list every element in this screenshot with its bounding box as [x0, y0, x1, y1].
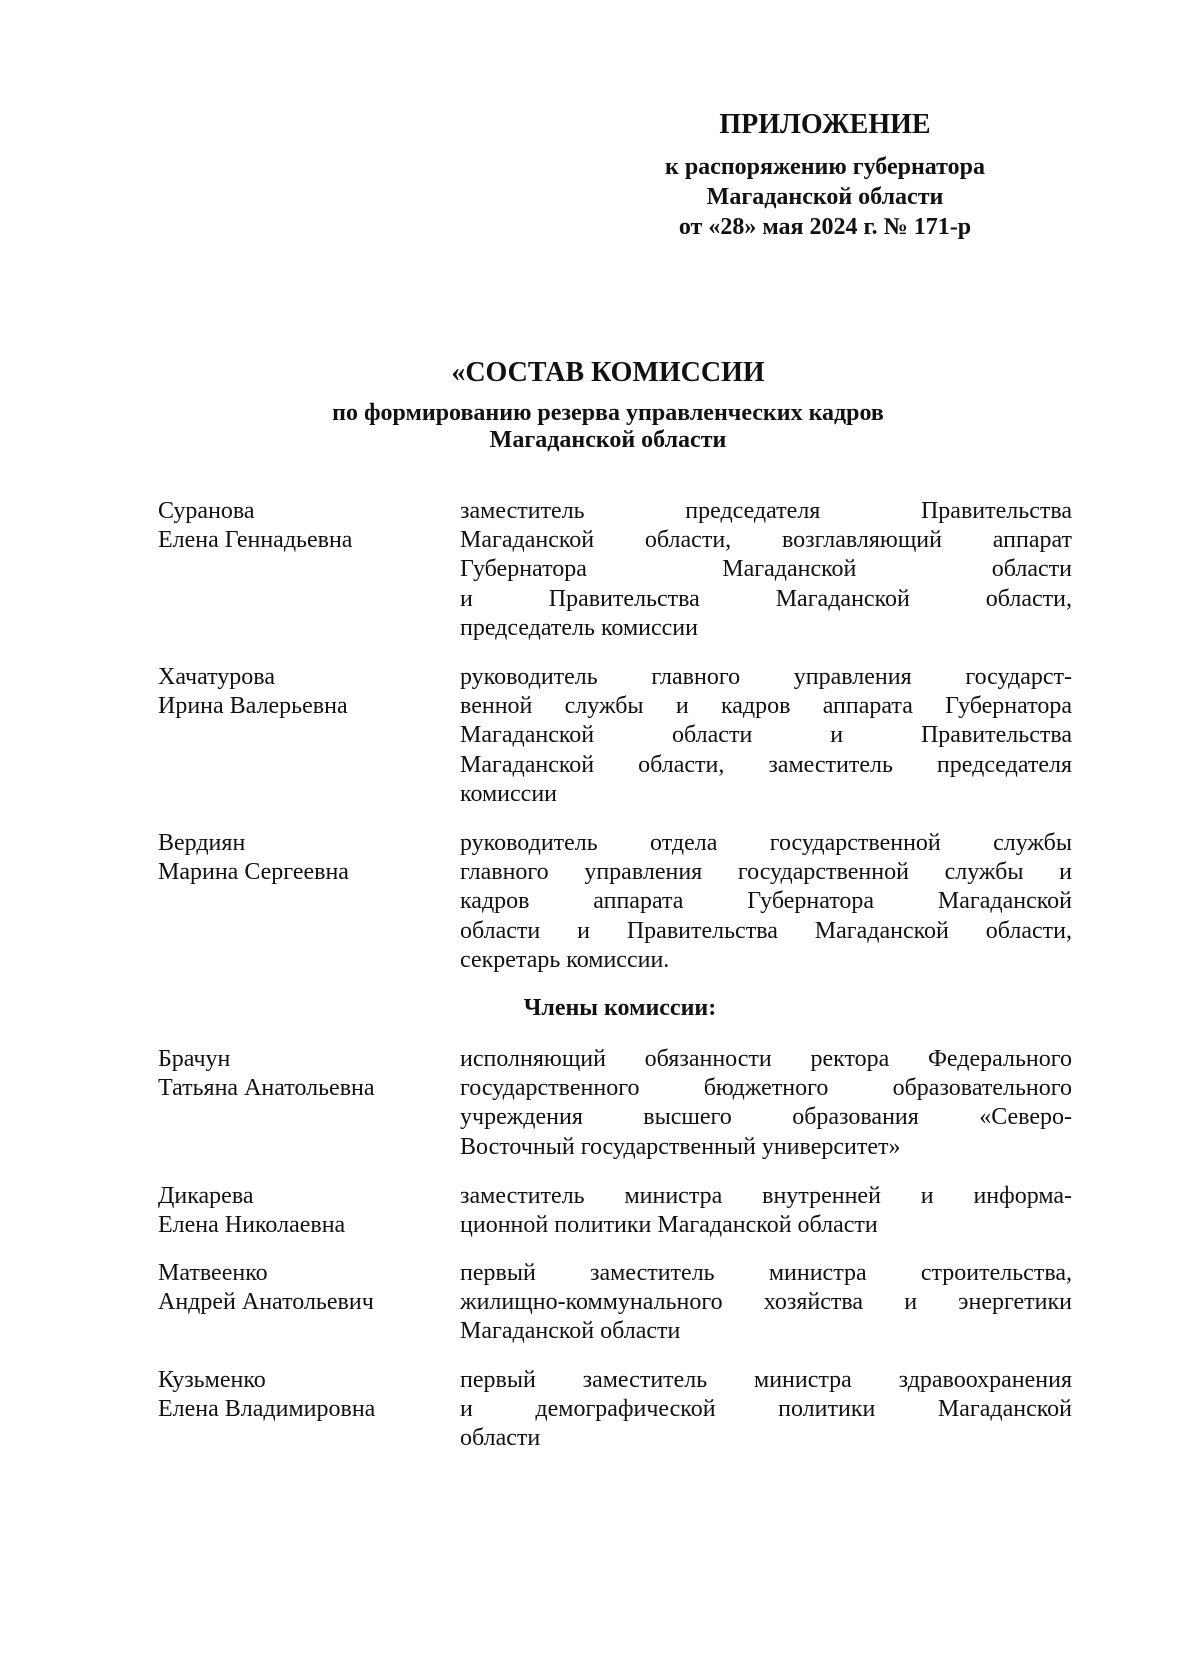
member-role	[460, 1366, 1072, 1454]
member-role-line: Губернатора Магаданской области	[460, 556, 1072, 583]
appendix-order-line: к распоряжению губернатора	[664, 154, 985, 180]
members-heading: Члены комиссии:	[523, 995, 717, 1021]
member-role-line: Магаданской области и Правительства	[460, 722, 1072, 749]
member-given-name: Андрей Анатольевич	[158, 1289, 374, 1316]
member-role-line: первый заместитель министра здравоохранения	[460, 1367, 1072, 1393]
member-role-line: заместитель председателя Правительства	[460, 498, 1072, 524]
member-role-line: Магаданской области, возглавляющий аппарат	[460, 527, 1072, 554]
member-role-line: и Правительства Магаданской области,	[460, 585, 1072, 612]
member-surname: Дикарева	[158, 1183, 254, 1209]
commission-subtitle: по формированию резерва управленческих кадров	[332, 400, 884, 426]
member-role-line: руководитель отдела государственной службы	[460, 830, 1072, 856]
member-role-line: Магаданской области	[460, 1318, 681, 1345]
member-role-line: государственного бюджетного образовательного	[460, 1075, 1072, 1102]
appendix-date-line: от «28» мая 2024 г. № 171-р	[678, 214, 972, 240]
member-role-line: кадров аппарата Губернатора Магаданской	[460, 888, 1072, 915]
member-surname: Кузьменко	[158, 1367, 266, 1393]
member-role	[460, 497, 1072, 643]
member-name	[158, 1045, 448, 1103]
member-given-name: Марина Сергеевна	[158, 859, 349, 886]
commission-title: «СОСТАВ КОМИССИИ	[451, 357, 765, 388]
member-role-line: секретарь комиссии.	[460, 946, 670, 973]
member-role-line: Магаданской области, заместитель председателя	[460, 751, 1072, 778]
commission-heading	[150, 356, 1066, 454]
member-role	[460, 1182, 1072, 1240]
member-role	[460, 663, 1072, 809]
member-role-line: области и Правительства Магаданской области,	[460, 917, 1072, 944]
member-name	[158, 829, 448, 887]
member-given-name: Ирина Валерьевна	[158, 693, 348, 720]
member-role-line: исполняющий обязанности ректора Федерального	[460, 1046, 1072, 1072]
member-role-line: жилищно-коммунального хозяйства и энергетики	[460, 1289, 1072, 1316]
member-role-line: ционной политики Магаданской области	[460, 1212, 878, 1239]
appendix-region-line: Магаданской области	[706, 184, 944, 210]
member-role-line: области	[460, 1425, 541, 1452]
member-given-name: Елена Геннадьевна	[158, 527, 353, 554]
member-role-line: председатель комиссии	[460, 614, 698, 641]
appendix-title: ПРИЛОЖЕНИЕ	[719, 109, 931, 140]
member-name	[158, 1259, 448, 1317]
member-role-line: венной службы и кадров аппарата Губернатора	[460, 693, 1072, 720]
member-role-line: Восточный государственный университет»	[460, 1133, 901, 1160]
member-role-line: руководитель главного управления государст-	[460, 664, 1072, 690]
member-surname: Матвеенко	[158, 1260, 268, 1286]
member-role-line: главного управления государственной службы и	[460, 859, 1072, 886]
member-surname: Хачатурова	[158, 664, 275, 690]
member-surname: Брачун	[158, 1046, 231, 1072]
member-role-line: комиссии	[460, 780, 558, 807]
member-given-name: Елена Владимировна	[158, 1396, 376, 1423]
member-role	[460, 1259, 1072, 1347]
member-name	[158, 497, 448, 555]
member-name	[158, 1366, 448, 1424]
member-surname: Суранова	[158, 498, 255, 524]
member-surname: Вердиян	[158, 830, 246, 856]
member-given-name: Елена Николаевна	[158, 1212, 346, 1239]
member-role-line: заместитель министра внутренней и информа-	[460, 1183, 1072, 1209]
appendix-block	[600, 108, 1050, 242]
member-role	[460, 1045, 1072, 1162]
member-name	[158, 1182, 448, 1240]
member-given-name: Татьяна Анатольевна	[158, 1075, 375, 1102]
member-role-line: и демографической политики Магаданской	[460, 1396, 1072, 1423]
member-role	[460, 829, 1072, 975]
member-role-line: первый заместитель министра строительства,	[460, 1260, 1072, 1286]
member-name	[158, 663, 448, 721]
commission-region: Магаданской области	[489, 427, 727, 453]
member-role-line: учреждения высшего образования «Северо-	[460, 1104, 1072, 1131]
